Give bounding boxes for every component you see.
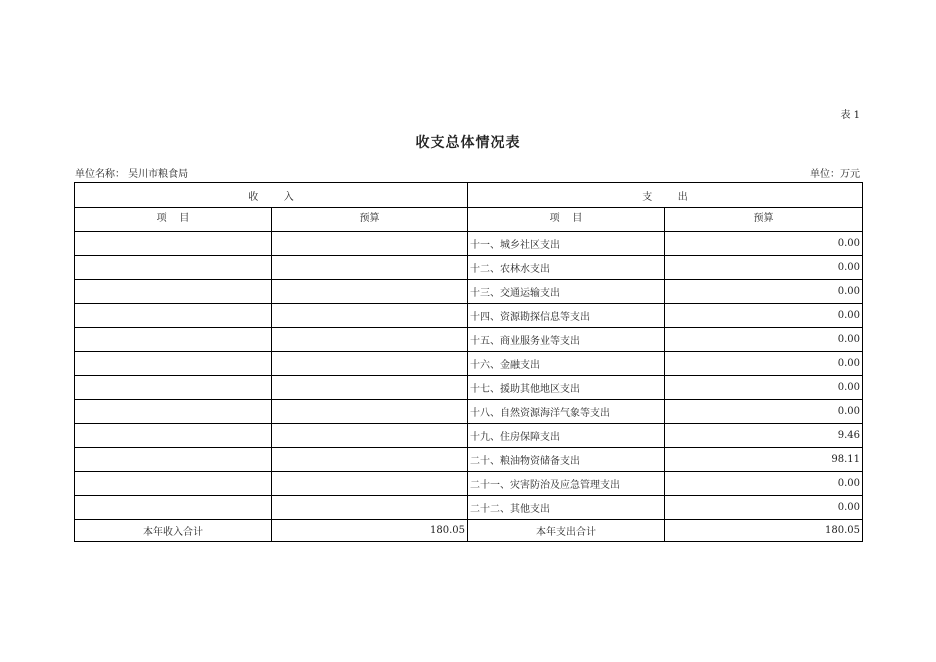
expenditure-item-cell: 十八、自然资源海洋气象等支出 [468,400,665,424]
expenditure-budget-cell: 0.00 [665,304,863,328]
expenditure-total-label: 本年支出合计 [468,520,665,542]
expenditure-budget-cell: 0.00 [665,280,863,304]
table-row [75,328,863,352]
income-budget-cell [272,352,468,376]
income-item-cell [75,496,272,520]
expenditure-item-cell: 十七、援助其他地区支出 [468,376,665,400]
income-item-cell [75,400,272,424]
currency-unit-label: 单位：万元 [810,169,860,180]
table-row [75,232,863,256]
table-row [75,352,863,376]
expenditure-budget-header: 预算 [665,208,863,232]
income-item-cell [75,472,272,496]
expenditure-item-cell: 十九、住房保障支出 [468,424,665,448]
income-budget-cell [272,472,468,496]
expenditure-item-cell: 二十二、其他支出 [468,496,665,520]
expenditure-item-cell: 十五、商业服务业等支出 [468,328,665,352]
expenditure-item-cell: 十六、金融支出 [468,352,665,376]
table-row [75,280,863,304]
income-item-cell [75,424,272,448]
income-item-cell [75,256,272,280]
income-item-cell [75,304,272,328]
income-budget-cell [272,304,468,328]
expenditure-item-cell: 十二、农林水支出 [468,256,665,280]
income-item-cell [75,328,272,352]
table-row [75,256,863,280]
income-budget-cell [272,400,468,424]
expenditure-item-cell: 二十、粮油物资储备支出 [468,448,665,472]
income-budget-cell [272,328,468,352]
unit-name-label: 单位名称： 吴川市粮食局 [75,169,189,180]
income-budget-header: 预算 [272,208,468,232]
table-row [75,472,863,496]
expenditure-item-cell: 十一、城乡社区支出 [468,232,665,256]
income-item-cell [75,376,272,400]
table-row [75,400,863,424]
table-row [75,424,863,448]
income-budget-cell [272,448,468,472]
document-title: 收支总体情况表 [415,135,521,151]
expenditure-item-cell: 十三、交通运输支出 [468,280,665,304]
expenditure-budget-cell: 9.46 [665,424,863,448]
income-total-value: 180.05 [272,520,468,542]
table-body [75,232,863,520]
total-row [75,520,863,542]
expenditure-budget-cell: 98.11 [665,448,863,472]
income-budget-cell [272,496,468,520]
income-item-header: 项 目 [75,208,272,232]
income-budget-cell [272,256,468,280]
table-row [75,448,863,472]
table-row [75,376,863,400]
income-item-cell [75,280,272,304]
table-row [75,496,863,520]
income-budget-cell [272,280,468,304]
expenditure-budget-cell: 0.00 [665,376,863,400]
expenditure-budget-cell: 0.00 [665,496,863,520]
income-item-cell [75,232,272,256]
budget-summary-table [74,182,863,542]
expenditure-budget-cell: 0.00 [665,472,863,496]
expenditure-item-header: 项 目 [468,208,665,232]
expenditure-total-value: 180.05 [665,520,863,542]
expenditure-budget-cell: 0.00 [665,328,863,352]
income-item-cell [75,448,272,472]
income-budget-cell [272,424,468,448]
expenditure-item-cell: 十四、资源勘探信息等支出 [468,304,665,328]
income-total-label: 本年收入合计 [75,520,272,542]
table-row [75,304,863,328]
section-header-row [75,183,863,208]
column-header-row [75,208,863,232]
expenditure-budget-cell: 0.00 [665,232,863,256]
expenditure-budget-cell: 0.00 [665,400,863,424]
income-budget-cell [272,376,468,400]
page-number: 表 1 [840,110,860,121]
expenditure-item-cell: 二十一、灾害防治及应急管理支出 [468,472,665,496]
income-section-header: 收 入 [75,183,468,208]
expenditure-budget-cell: 0.00 [665,352,863,376]
income-item-cell [75,352,272,376]
expenditure-section-header: 支 出 [468,183,863,208]
expenditure-budget-cell: 0.00 [665,256,863,280]
income-budget-cell [272,232,468,256]
